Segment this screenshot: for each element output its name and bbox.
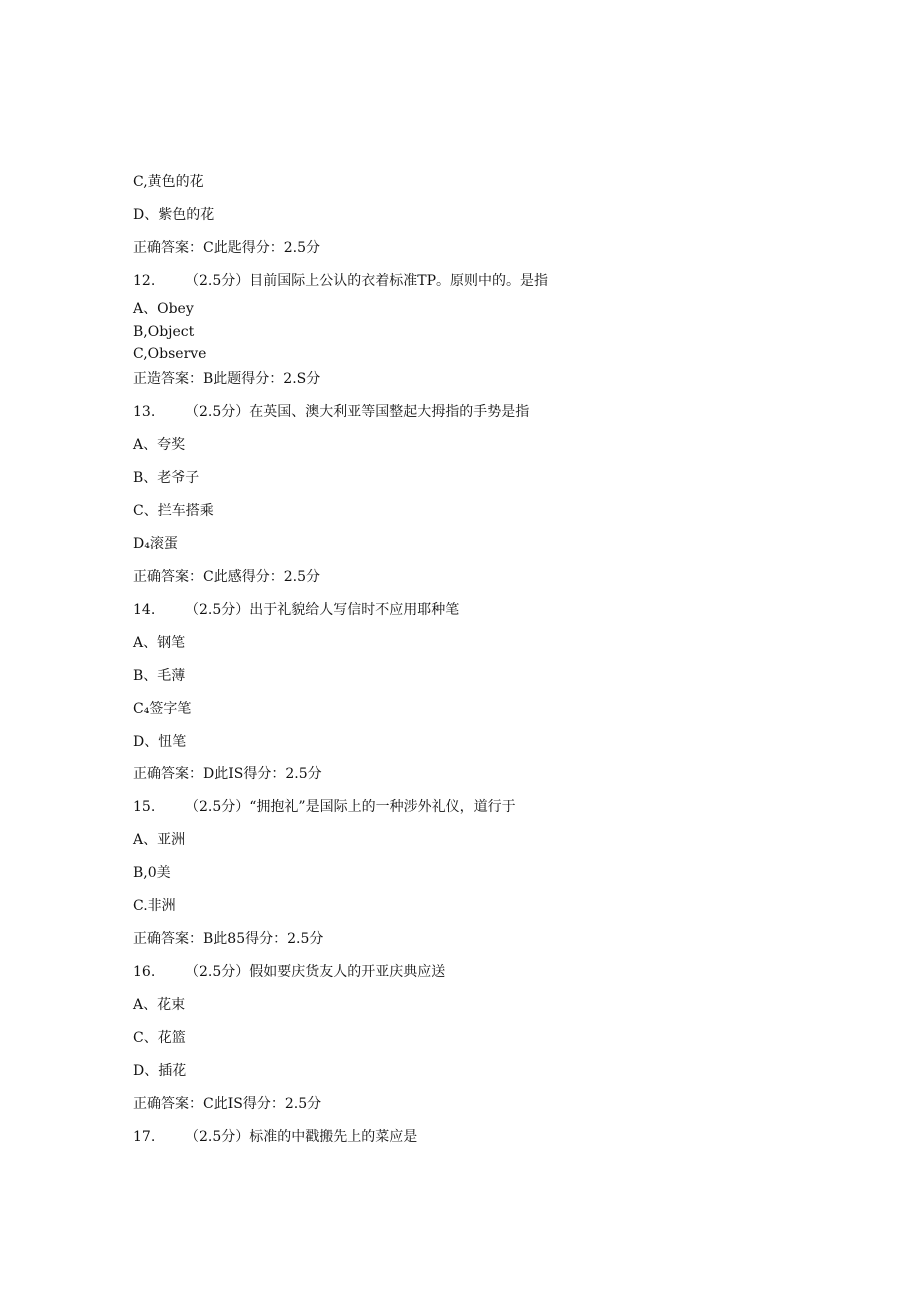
option-line: B,0美: [133, 865, 171, 881]
option-line: C、拦车搭乘: [133, 503, 214, 519]
option-line: A、Obey: [133, 301, 194, 317]
question-line: [133, 601, 459, 619]
option-line: C.非洲: [133, 898, 176, 914]
option-line: C₄签字笔: [133, 701, 192, 717]
answer-line: 正确答案：B此85得分：2.5分: [133, 931, 324, 947]
question-number: 16.: [133, 964, 156, 980]
question-text: （2.5分）标准的中戳搬先上的菜应是: [185, 1129, 418, 1145]
option-line: C,Observe: [133, 346, 207, 362]
option-line: A、夸奖: [133, 437, 186, 453]
question-number: 15.: [133, 799, 156, 815]
option-line: D₄滚蛋: [133, 536, 178, 552]
answer-line: 正确答案：C此匙得分：2.5分: [133, 240, 320, 256]
question-line: [133, 272, 548, 290]
answer-line: 正确答案：D此IS得分：2.5分: [133, 766, 322, 782]
question-line: [133, 1128, 417, 1146]
option-line: B,Object: [133, 324, 195, 340]
question-number: 14.: [133, 602, 156, 618]
question-line: [133, 403, 529, 421]
answer-line: 正确答案：C此IS得分：2.5分: [133, 1096, 322, 1112]
question-text: （2.5分）“拥抱礼”是国际上的一种涉外礼仪，道行于: [185, 799, 516, 815]
answer-line: 正确答案：C此感得分：2.5分: [133, 569, 320, 585]
question-text: （2.5分）假如要庆货友人的开亚庆典应送: [185, 964, 446, 980]
option-line: C,黄色的花: [133, 174, 204, 190]
option-line: A、钢笔: [133, 635, 186, 651]
option-line: A、亚洲: [133, 832, 186, 848]
option-line: D、忸笔: [133, 734, 187, 750]
question-number: 12.: [133, 273, 156, 289]
option-line: C、花篮: [133, 1030, 186, 1046]
option-line: B、老爷子: [133, 470, 200, 486]
question-text: （2.5分）出于礼貌给人写信时不应用耶种笔: [185, 602, 460, 618]
answer-line: 正造答案：B此题得分：2.S分: [133, 371, 321, 387]
question-number: 17.: [133, 1129, 156, 1145]
question-line: [133, 963, 445, 981]
question-line: [133, 798, 516, 816]
option-line: D、插花: [133, 1063, 187, 1079]
question-number: 13.: [133, 404, 156, 420]
question-text: （2.5分）在英国、澳大利亚等国整起大拇指的手势是指: [185, 404, 530, 420]
question-text: （2.5分）目前国际上公认的衣着标准TP。原则中的。是指: [185, 273, 549, 289]
option-line: A、花束: [133, 997, 186, 1013]
option-line: B、毛薄: [133, 668, 186, 684]
option-line: D、紫色的花: [133, 207, 215, 223]
